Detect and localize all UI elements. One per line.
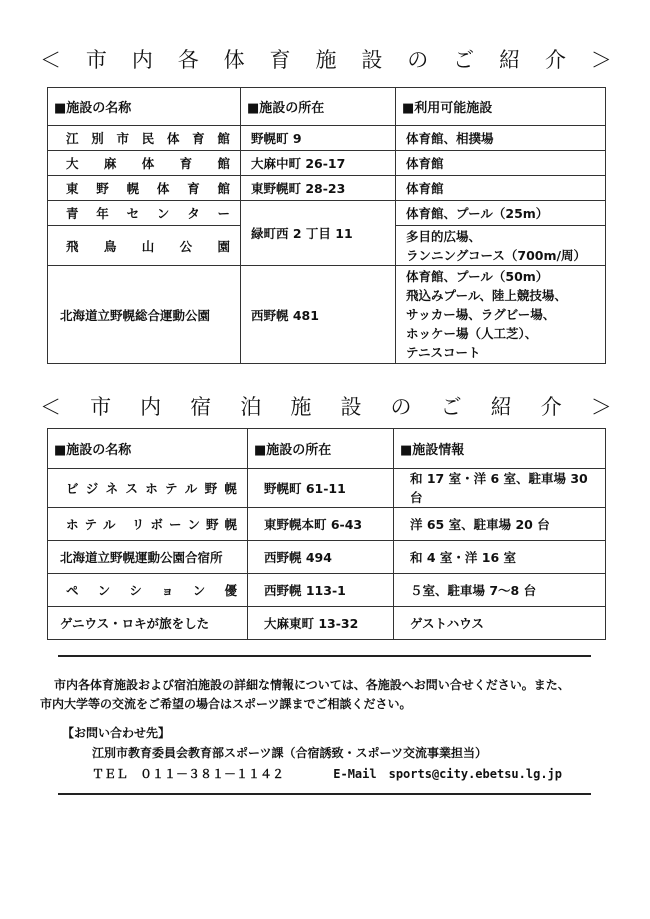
- lodging-name: ゲニウス・ロキが旅をした: [48, 607, 248, 640]
- header-info: ■施設情報: [394, 429, 606, 469]
- lodging-section-title: ＜ 市 内 宿 泊 施 設 の ご 紹 介 ＞: [40, 395, 612, 419]
- facility-name: 青 年 セ ン タ ー: [48, 201, 241, 226]
- lodging-info: 和 4 室・洋 16 室: [394, 541, 606, 574]
- lodging-address: 野幌町 61-11: [248, 469, 394, 508]
- lodging-info: 洋 65 室、駐車場 20 台: [394, 508, 606, 541]
- facility-available: 体育館、プール（50m） 飛込みプール、陸上競技場、 サッカー場、ラグビー場、 ホッケー場（人工芝）、 テニスコート: [396, 266, 606, 364]
- table-row: [48, 176, 606, 201]
- facility-address: 東野幌町 28-23: [241, 176, 396, 201]
- table-row: [48, 469, 606, 508]
- facility-name: 北海道立野幌総合運動公園: [48, 266, 241, 364]
- lodging-name: ビ ジ ネ ス ホ テ ル 野 幌: [48, 469, 248, 508]
- note-line-2: 市内大学等の交流をご希望の場合はスポーツ課までご相談ください。: [40, 697, 412, 711]
- table-row: [48, 607, 606, 640]
- contact-department: 江別市教育委員会教育部スポーツ課（合宿誘致・スポーツ交流事業担当）: [92, 746, 488, 760]
- facility-address: 大麻中町 26-17: [241, 151, 396, 176]
- table-row: [48, 201, 606, 226]
- lodging-facilities-table: [47, 428, 606, 640]
- header-address: ■施設の所在: [241, 88, 396, 126]
- note-text: [40, 676, 612, 714]
- lodging-address: 西野幌 494: [248, 541, 394, 574]
- facility-address: 緑町西 2 丁目 11: [241, 201, 396, 266]
- table-row: [48, 508, 606, 541]
- divider-top: [58, 655, 591, 657]
- facility-address: 野幌町 9: [241, 126, 396, 151]
- facility-name: 飛 鳥 山 公 園: [48, 226, 241, 266]
- facility-available: 多目的広場、 ランニングコース（700m/周）: [396, 226, 606, 266]
- lodging-name: ホ テ ル リ ボ ー ン 野 幌: [48, 508, 248, 541]
- lodging-address: 西野幌 113-1: [248, 574, 394, 607]
- table-header-row: [48, 88, 606, 126]
- table-row: [48, 574, 606, 607]
- lodging-address: 東野幌本町 6-43: [248, 508, 394, 541]
- header-name: ■施設の名称: [48, 429, 248, 469]
- facility-available: 体育館: [396, 151, 606, 176]
- lodging-name: 北海道立野幌運動公園合宿所: [48, 541, 248, 574]
- sports-facilities-table: [47, 87, 606, 364]
- lodging-name: ペ ン シ ョ ン 優: [48, 574, 248, 607]
- divider-bottom: [58, 793, 591, 795]
- facility-address: 西野幌 481: [241, 266, 396, 364]
- table-header-row: [48, 429, 606, 469]
- header-address: ■施設の所在: [248, 429, 394, 469]
- table-row: [48, 541, 606, 574]
- header-facilities: ■利用可能施設: [396, 88, 606, 126]
- table-row: [48, 126, 606, 151]
- contact-email[interactable]: E-Mail sports@city.ebetsu.lg.jp: [333, 767, 562, 781]
- facility-available: 体育館: [396, 176, 606, 201]
- lodging-info: ５室、駐車場 7～8 台: [394, 574, 606, 607]
- facility-available: 体育館、相撲場: [396, 126, 606, 151]
- lodging-info: ゲストハウス: [394, 607, 606, 640]
- facility-name: 東 野 幌 体 育 館: [48, 176, 241, 201]
- table-row: [48, 266, 606, 364]
- table-row: [48, 151, 606, 176]
- facility-available: 体育館、プール（25m）: [396, 201, 606, 226]
- sports-section-title: ＜ 市 内 各 体 育 施 設 の ご 紹 介 ＞: [40, 48, 612, 72]
- lodging-info: 和 17 室・洋 6 室、駐車場 30 台: [394, 469, 606, 508]
- lodging-address: 大麻東町 13-32: [248, 607, 394, 640]
- facility-name: 大 麻 体 育 館: [48, 151, 241, 176]
- contact-row: [92, 765, 562, 782]
- header-name: ■施設の名称: [48, 88, 241, 126]
- facility-name: 江 別 市 民 体 育 館: [48, 126, 241, 151]
- contact-heading: 【お問い合わせ先】: [62, 726, 171, 740]
- contact-phone: ＴＥＬ ０１１－３８１－１１４２: [92, 767, 285, 781]
- note-line-1: 市内各体育施設および宿泊施設の詳細な情報については、各施設へお問い合せください。また、: [54, 678, 570, 692]
